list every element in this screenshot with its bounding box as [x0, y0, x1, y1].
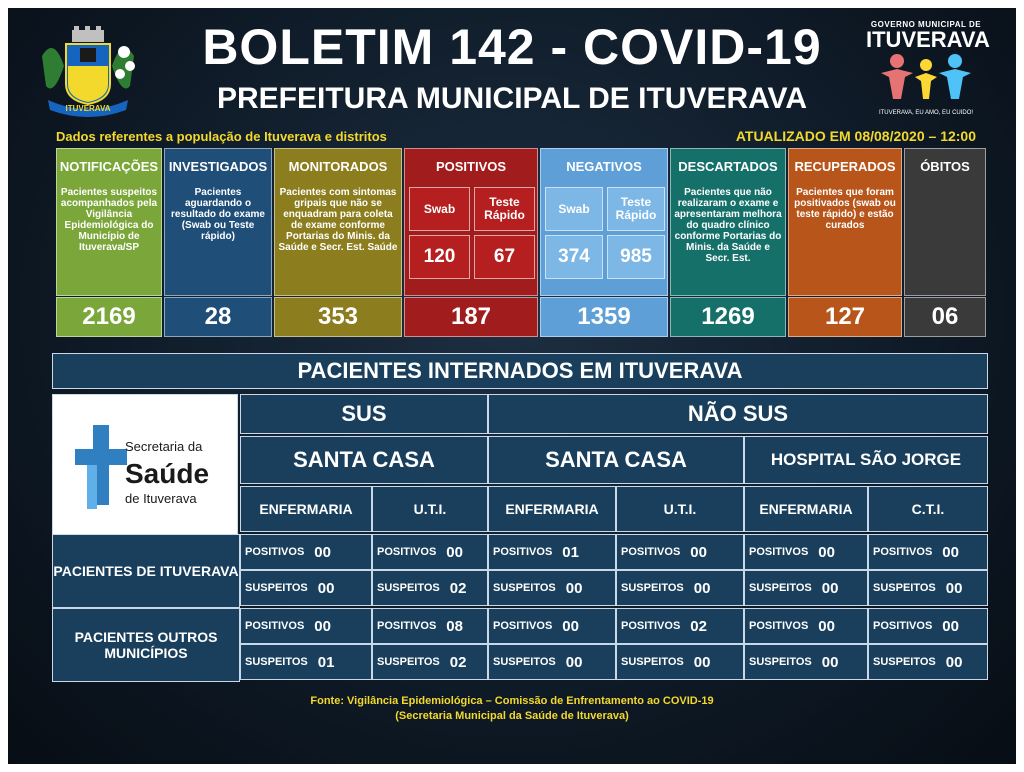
stat-negativos	[540, 148, 668, 296]
stat-description	[905, 183, 985, 291]
count-label: SUSPEITOS	[377, 656, 440, 668]
hospital-header: SANTA CASA	[488, 436, 744, 484]
stat-description: Pacientes com sintomas gripais que não se enquadram para coleta de exame conforme Portarias do Minis. da Saúde e Secr. Est. Saúde	[278, 187, 398, 253]
family-figures-icon	[871, 51, 981, 103]
stat-description: Pacientes suspeitos acompanhados pela Vigilância Epidemiológica do Município de Ituverava/SP	[60, 187, 158, 253]
stat-monitorados	[274, 148, 402, 296]
count-cell	[616, 570, 744, 606]
stat-description: Pacientes que foram positivados (swab ou teste rápido) e estão curados	[794, 187, 896, 231]
count-value: 00	[942, 543, 959, 561]
count-value: 00	[821, 579, 839, 597]
count-label: SUSPEITOS	[621, 656, 684, 668]
count-cell	[488, 570, 616, 606]
stat-description: Pacientes que não realizaram o exame e apresentaram melhora do quadro clínico conforme Portarias do Minis. da Saúde e Secr. Est.	[674, 187, 782, 264]
stat-label: INVESTIGADOS	[168, 158, 268, 174]
count-value: 00	[693, 653, 711, 671]
unit-header: C.T.I.	[868, 486, 988, 532]
count-label: POSITIVOS	[749, 620, 809, 632]
stat-label: NEGATIVOS	[566, 158, 642, 174]
count-value: 00	[314, 617, 331, 635]
count-label: SUSPEITOS	[493, 582, 556, 594]
count-value: 00	[693, 579, 711, 597]
unit-header: ENFERMARIA	[744, 486, 868, 532]
count-cell	[868, 644, 988, 680]
stat-total-recuperados: 127	[788, 297, 902, 337]
count-cell	[240, 570, 372, 606]
count-value: 02	[690, 617, 707, 635]
svg-text:Secretaria da: Secretaria da	[125, 439, 203, 454]
count-cell	[868, 570, 988, 606]
health-secretariat-logo	[52, 394, 238, 540]
count-value: 01	[562, 543, 579, 561]
count-cell	[744, 608, 868, 644]
stat-description: Pacientes aguardando o resultado do exame (Swab ou Teste rápido)	[171, 187, 265, 242]
count-cell	[240, 644, 372, 680]
hospital-header: SANTA CASA	[240, 436, 488, 484]
count-value: 00	[565, 653, 583, 671]
stat-label: POSITIVOS	[435, 158, 507, 174]
count-value: 02	[449, 653, 467, 671]
count-value: 00	[314, 543, 331, 561]
group-header-nao-sus: NÃO SUS	[488, 394, 988, 434]
group-header-sus: SUS	[240, 394, 488, 434]
reference-note: Dados referentes a população de Ituverava e distritos	[56, 129, 387, 144]
stat-descartados	[670, 148, 786, 296]
count-cell	[240, 608, 372, 644]
count-label: SUSPEITOS	[377, 582, 440, 594]
count-label: POSITIVOS	[377, 546, 437, 558]
count-label: SUSPEITOS	[749, 582, 812, 594]
count-value: 01	[317, 653, 335, 671]
count-label: POSITIVOS	[621, 620, 681, 632]
count-cell	[616, 644, 744, 680]
count-cell	[488, 608, 616, 644]
count-value: 00	[317, 579, 335, 597]
count-label: POSITIVOS	[245, 620, 305, 632]
svg-text:de Ituverava: de Ituverava	[125, 491, 197, 506]
stat-sub-value: 120	[409, 235, 470, 279]
stat-obitos	[904, 148, 986, 296]
row-group-label: PACIENTES DE ITUVERAVA	[52, 534, 240, 608]
count-label: POSITIVOS	[621, 546, 681, 558]
stat-total-monitorados: 353	[274, 297, 402, 337]
count-cell	[616, 534, 744, 570]
count-value: 00	[945, 653, 963, 671]
stat-positivos	[404, 148, 538, 296]
count-value: 02	[449, 579, 467, 597]
count-cell	[240, 534, 372, 570]
count-cell	[372, 644, 488, 680]
stat-sub-label: Teste Rápido	[474, 187, 535, 231]
count-label: POSITIVOS	[749, 546, 809, 558]
count-label: SUSPEITOS	[493, 656, 556, 668]
bulletin-frame	[8, 8, 1016, 764]
updated-timestamp: ATUALIZADO EM 08/08/2020 – 12:00	[735, 128, 976, 144]
stat-total-obitos: 06	[904, 297, 986, 337]
stat-total-notificacoes: 2169	[56, 297, 162, 337]
count-value: 00	[945, 579, 963, 597]
count-label: POSITIVOS	[245, 546, 305, 558]
count-cell	[488, 644, 616, 680]
stat-label: NOTIFICAÇÕES	[59, 158, 159, 174]
count-label: SUSPEITOS	[873, 656, 936, 668]
count-label: POSITIVOS	[873, 620, 933, 632]
stat-total-investigados: 28	[164, 297, 272, 337]
unit-header: ENFERMARIA	[488, 486, 616, 532]
stat-sub-value: 374	[545, 235, 603, 279]
svg-text:ITUVERAVA: ITUVERAVA	[65, 104, 111, 113]
count-value: 00	[942, 617, 959, 635]
stat-label: ÓBITOS	[920, 158, 970, 174]
stat-investigados	[164, 148, 272, 296]
count-label: POSITIVOS	[377, 620, 437, 632]
count-label: SUSPEITOS	[245, 582, 308, 594]
count-cell	[744, 534, 868, 570]
svg-text:Saúde: Saúde	[125, 458, 210, 489]
count-cell	[488, 534, 616, 570]
count-cell	[868, 534, 988, 570]
count-label: POSITIVOS	[493, 620, 553, 632]
bulletin-title: BOLETIM 142 - COVID-19	[202, 19, 822, 75]
unit-header: ENFERMARIA	[240, 486, 372, 532]
municipal-government-logo: GOVERNO MUNICIPAL DE ITUVERAVA ITUVERAVA, EU AMO, EU CUIDO!	[866, 20, 990, 116]
count-value: 00	[446, 543, 463, 561]
count-value: 00	[565, 579, 583, 597]
count-value: 00	[818, 617, 835, 635]
stat-total-descartados: 1269	[670, 297, 786, 337]
count-value: 00	[821, 653, 839, 671]
stat-label: DESCARTADOS	[678, 158, 778, 174]
stat-total-negativos: 1359	[540, 297, 668, 337]
count-label: SUSPEITOS	[245, 656, 308, 668]
count-cell	[372, 570, 488, 606]
count-value: 00	[562, 617, 579, 635]
stat-recuperados	[788, 148, 902, 296]
count-cell	[372, 534, 488, 570]
stat-label: MONITORADOS	[288, 158, 388, 174]
stat-sub-label: Swab	[545, 187, 603, 231]
unit-header: U.T.I.	[616, 486, 744, 532]
stat-sub-label: Swab	[409, 187, 470, 231]
hospital-header: HOSPITAL SÃO JORGE	[744, 436, 988, 484]
count-label: POSITIVOS	[873, 546, 933, 558]
inpatients-title: PACIENTES INTERNADOS EM ITUVERAVA	[52, 353, 988, 389]
count-label: SUSPEITOS	[749, 656, 812, 668]
unit-header: U.T.I.	[372, 486, 488, 532]
count-cell	[744, 644, 868, 680]
stat-sub-value: 67	[474, 235, 535, 279]
count-label: SUSPEITOS	[873, 582, 936, 594]
count-cell	[744, 570, 868, 606]
count-value: 00	[818, 543, 835, 561]
bulletin-subtitle: PREFEITURA MUNICIPAL DE ITUVERAVA	[216, 82, 808, 115]
stat-sub-label: Teste Rápido	[607, 187, 665, 231]
stat-total-positivos: 187	[404, 297, 538, 337]
count-cell	[372, 608, 488, 644]
count-value: 00	[690, 543, 707, 561]
count-label: SUSPEITOS	[621, 582, 684, 594]
count-label: POSITIVOS	[493, 546, 553, 558]
stat-label: RECUPERADOS	[794, 158, 896, 174]
count-cell	[616, 608, 744, 644]
source-footer: Fonte: Vigilância Epidemiológica – Comissão de Enfrentamento ao COVID-19 (Secretaria Municipal da Saúde de Ituverava)	[310, 695, 714, 722]
stat-sub-value: 985	[607, 235, 665, 279]
count-value: 08	[446, 617, 463, 635]
row-group-label: PACIENTES OUTROS MUNICÍPIOS	[52, 608, 240, 682]
stat-notificacoes	[56, 148, 162, 296]
count-cell	[868, 608, 988, 644]
